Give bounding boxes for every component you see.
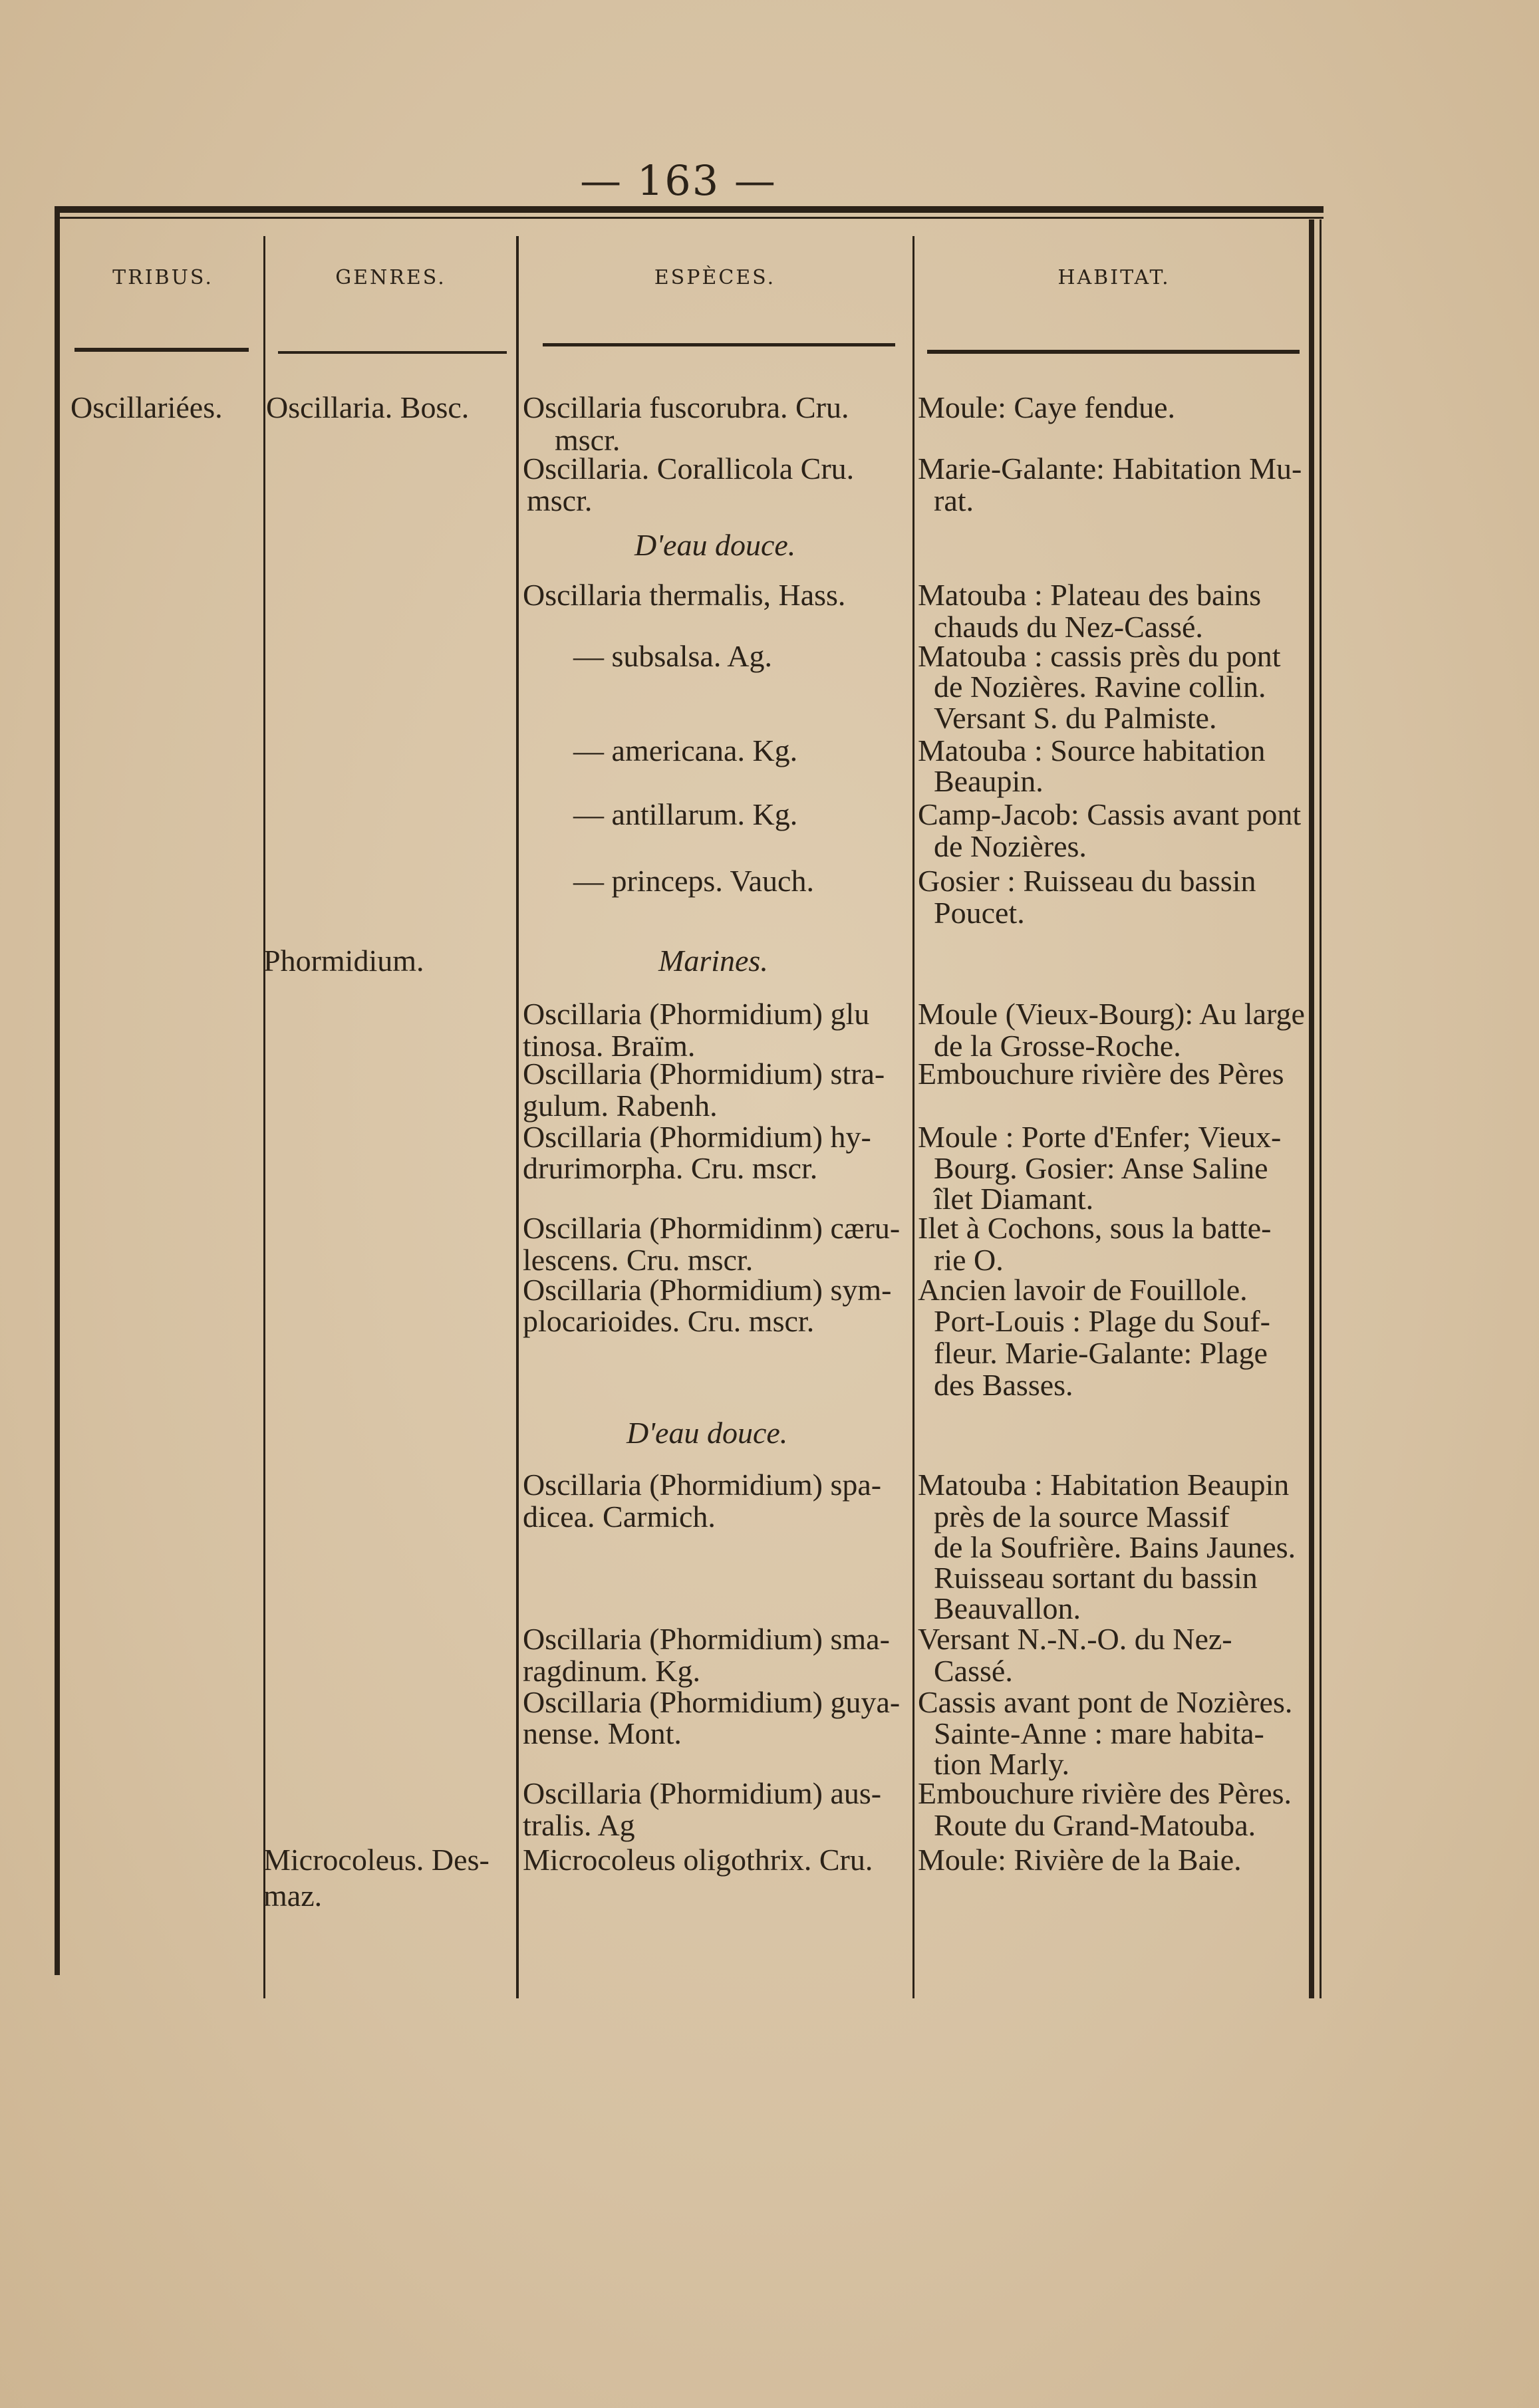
genre-cell: Oscillaria. Bosc. xyxy=(266,390,470,424)
espece-line: mscr. xyxy=(555,423,621,457)
habitat-line: Beaupin. xyxy=(934,764,1044,798)
espece-line: Oscillaria (Phormidium) sma- xyxy=(523,1622,890,1656)
espece-line: plocarioides. Cru. mscr. xyxy=(523,1304,815,1338)
habitat-line: rie O. xyxy=(934,1243,1004,1277)
habitat-line: Cassé. xyxy=(934,1654,1013,1688)
header-underline xyxy=(543,343,895,346)
section-heading: Marines. xyxy=(658,944,768,978)
habitat-line: tion Marly. xyxy=(934,1747,1069,1781)
espece-line: Oscillaria (Phormidium) stra- xyxy=(523,1057,885,1091)
header-genres: GENRES. xyxy=(335,266,446,289)
espece-line: nense. Mont. xyxy=(523,1716,682,1750)
habitat-line: Matouba : Plateau des bains xyxy=(918,578,1262,612)
page-number: — 163 — xyxy=(580,156,777,205)
habitat-line: Moule (Vieux-Bourg): Au large xyxy=(918,997,1305,1031)
habitat-line: Cassis avant pont de Nozières. xyxy=(918,1685,1293,1719)
column-divider xyxy=(263,236,265,1998)
table-right-border-thin xyxy=(1320,219,1322,1998)
header-tribus: TRIBUS. xyxy=(112,266,213,289)
habitat-line: Bourg. Gosier: Anse Saline xyxy=(934,1151,1268,1185)
header-underline xyxy=(927,350,1300,354)
habitat-line: Matouba : Habitation Beaupin xyxy=(918,1468,1290,1502)
habitat-line: Ruisseau sortant du bassin xyxy=(934,1561,1258,1595)
espece-line: Microcoleus oligothrix. Cru. xyxy=(523,1843,873,1877)
header-habitat: HABITAT. xyxy=(1057,266,1171,289)
habitat-line: Camp-Jacob: Cassis avant pont xyxy=(918,797,1302,831)
tribus-cell: Oscillariées. xyxy=(70,390,223,424)
habitat-line: Moule: Rivière de la Baie. xyxy=(918,1843,1242,1877)
genre-cell: maz. xyxy=(263,1879,323,1913)
table-top-rule-thin xyxy=(60,217,1324,219)
table-right-border xyxy=(1309,219,1314,1998)
espece-line: Oscillaria. Corallicola Cru. xyxy=(523,452,855,485)
table-top-rule xyxy=(60,206,1324,213)
habitat-line: Versant N.-N.-O. du Nez- xyxy=(918,1622,1232,1656)
espece-line: Oscillaria (Phormidium) glu xyxy=(523,997,870,1031)
header-especes: ESPÈCES. xyxy=(654,266,776,289)
header-underline xyxy=(74,348,249,352)
habitat-line: Ancien lavoir de Fouillole. xyxy=(918,1273,1248,1307)
habitat-line: chauds du Nez-Cassé. xyxy=(934,610,1203,644)
espece-line: Oscillaria (Phormidium) guya- xyxy=(523,1685,901,1719)
habitat-line: Matouba : Source habitation xyxy=(918,734,1266,767)
habitat-line: de Nozières. Ravine collin. xyxy=(934,670,1266,704)
habitat-line: Ilet à Cochons, sous la batte- xyxy=(918,1211,1272,1245)
espece-line: Oscillaria (Phormidium) spa- xyxy=(523,1468,882,1502)
habitat-line: Sainte-Anne : mare habita- xyxy=(934,1716,1264,1750)
habitat-line: Gosier : Ruisseau du bassin xyxy=(918,864,1256,898)
habitat-line: Versant S. du Palmiste. xyxy=(934,701,1217,735)
habitat-line: Port-Louis : Plage du Souf- xyxy=(934,1304,1270,1338)
habitat-line: Poucet. xyxy=(934,896,1025,930)
genre-cell: Phormidium. xyxy=(263,944,424,978)
habitat-line: de Nozières. xyxy=(934,829,1087,863)
habitat-line: de la Soufrière. Bains Jaunes. xyxy=(934,1530,1296,1564)
espece-line: Oscillaria thermalis, Hass. xyxy=(523,578,846,612)
habitat-line: près de la source Massif xyxy=(934,1500,1230,1534)
section-heading: D'eau douce. xyxy=(627,1416,788,1450)
espece-line: tinosa. Braïm. xyxy=(523,1029,696,1063)
espece-line: mscr. xyxy=(527,483,593,517)
header-underline xyxy=(278,351,507,354)
section-heading: D'eau douce. xyxy=(634,528,796,562)
espece-line: drurimorpha. Cru. mscr. xyxy=(523,1151,818,1185)
espece-line: gulum. Rabenh. xyxy=(523,1089,718,1123)
habitat-line: îlet Diamant. xyxy=(934,1182,1094,1216)
habitat-line: Route du Grand-Matouba. xyxy=(934,1808,1256,1842)
genre-cell: Microcoleus. Des- xyxy=(263,1843,490,1877)
habitat-line: fleur. Marie-Galante: Plage xyxy=(934,1336,1268,1370)
espece-line: — americana. Kg. xyxy=(573,734,798,767)
espece-line: Oscillaria (Phormidinm) cæru- xyxy=(523,1211,901,1245)
espece-line: — subsalsa. Ag. xyxy=(573,639,772,673)
column-divider xyxy=(516,236,519,1998)
espece-line: Oscillaria (Phormidium) aus- xyxy=(523,1776,882,1810)
espece-line: tralis. Ag xyxy=(523,1808,635,1842)
espece-line: — princeps. Vauch. xyxy=(573,864,814,898)
espece-line: Oscillaria fuscorubra. Cru. xyxy=(523,390,849,424)
espece-line: Oscillaria (Phormidium) hy- xyxy=(523,1120,871,1154)
espece-line: — antillarum. Kg. xyxy=(573,797,798,831)
espece-line: ragdinum. Kg. xyxy=(523,1654,701,1688)
espece-line: dicea. Carmich. xyxy=(523,1500,716,1534)
column-divider xyxy=(912,236,914,1998)
habitat-line: Marie-Galante: Habitation Mu- xyxy=(918,452,1302,485)
espece-line: lescens. Cru. mscr. xyxy=(523,1243,754,1277)
table-left-border xyxy=(55,206,60,1975)
habitat-line: Moule : Porte d'Enfer; Vieux- xyxy=(918,1120,1282,1154)
espece-line: Oscillaria (Phormidium) sym- xyxy=(523,1273,892,1307)
habitat-line: Beauvallon. xyxy=(934,1591,1081,1625)
habitat-line: Matouba : cassis près du pont xyxy=(918,639,1281,673)
habitat-line: rat. xyxy=(934,483,974,517)
habitat-line: Moule: Caye fendue. xyxy=(918,390,1176,424)
habitat-line: Embouchure rivière des Pères xyxy=(918,1057,1284,1091)
habitat-line: des Basses. xyxy=(934,1368,1073,1402)
habitat-line: Embouchure rivière des Pères. xyxy=(918,1776,1292,1810)
habitat-line: de la Grosse-Roche. xyxy=(934,1029,1181,1063)
